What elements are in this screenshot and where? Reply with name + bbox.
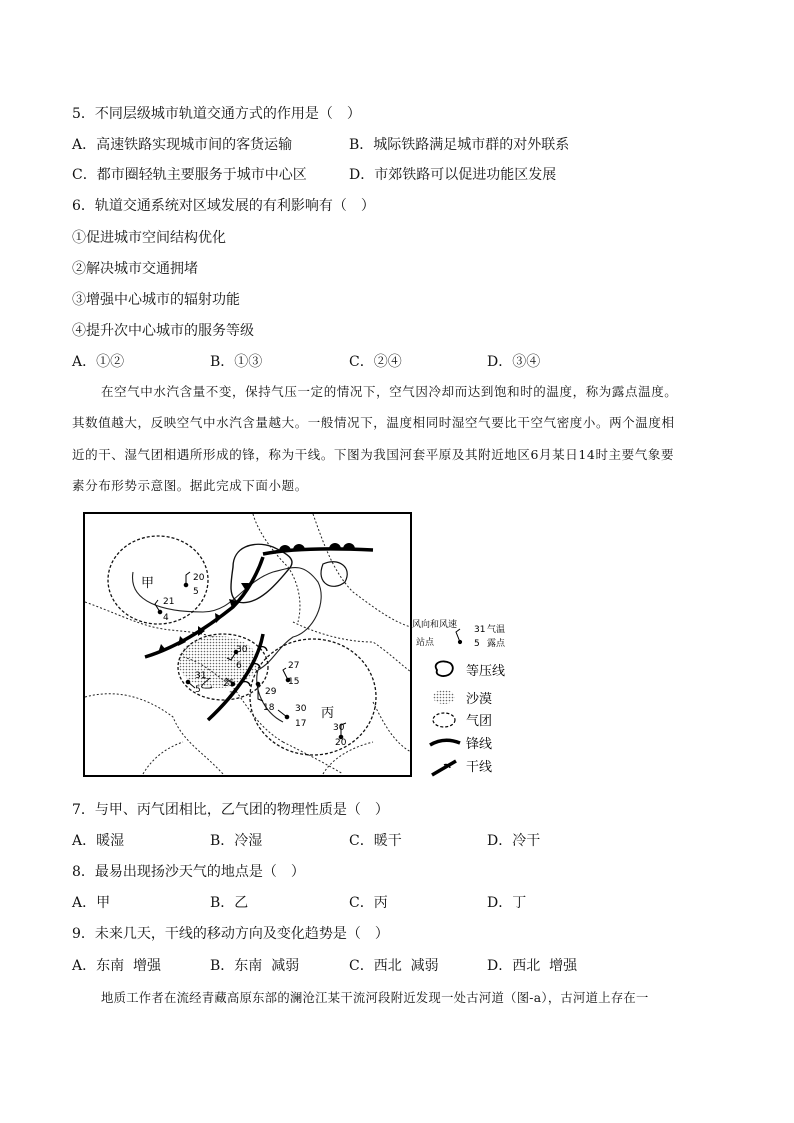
- legend-station: 站点: [416, 638, 435, 648]
- q6-statement-1: ①促进城市空间结构优化: [72, 230, 226, 246]
- east-dew-2: 17: [295, 719, 307, 729]
- q9-option-c: C．西北 减弱: [349, 958, 439, 974]
- yi-temp-3: 25: [223, 679, 235, 689]
- yi-dew-1: 6: [236, 661, 242, 671]
- q8-stem: 8．最易出现扬沙天气的地点是（ ）: [72, 864, 305, 880]
- jia2-dew: 4: [163, 613, 169, 623]
- q7-option-a: A．暖湿: [72, 833, 125, 849]
- legend-desert: 沙漠: [466, 692, 493, 707]
- label-yi: 乙: [200, 677, 214, 692]
- q6-statement-2: ②解决城市交通拥堵: [72, 261, 198, 277]
- q9-option-b: B．东南 减弱: [210, 958, 300, 974]
- q6-stem: 6．轨道交通系统对区域发展的有利影响有（ ）: [72, 198, 375, 214]
- passage1-line4: 素分布形势示意图。据此完成下面小题。: [72, 478, 308, 493]
- east-temp-1: 27: [288, 661, 300, 671]
- q8-option-a: A．甲: [72, 895, 111, 911]
- q8-option-c: C．丙: [349, 895, 388, 911]
- legend-dryline: 干线: [466, 760, 493, 775]
- q6-statement-3: ③增强中心城市的辐射功能: [72, 292, 240, 308]
- legend-front: 锋线: [466, 737, 493, 752]
- legend-front-symbol: [430, 740, 460, 745]
- legend-dew: 露点: [487, 639, 506, 649]
- q9-option-a: A．东南 增强: [72, 958, 162, 974]
- q5-stem: 5．不同层级城市轨道交通方式的作用是（ ）: [72, 106, 361, 122]
- weather-map: [83, 512, 413, 778]
- bing-temp: 30: [333, 723, 345, 733]
- legend-dryline-symbol: [432, 761, 456, 775]
- legend-temp: 气温: [487, 625, 506, 635]
- q7-option-d: D．冷干: [487, 833, 541, 849]
- passage2-line1: 地质工作者在流经青藏高原东部的澜沧江某干流河段附近发现一处古河道（图-a），古河道上存在一: [101, 991, 649, 1005]
- bing-dew: 20: [335, 738, 347, 748]
- q5-option-c: C．都市圈轻轨主要服务于城市中心区: [72, 167, 307, 183]
- passage1-line2: 其数值越大，反映空气中水汽含量越大。一般情况下，温度相同时湿空气要比干空气密度小。两个温度相: [72, 415, 675, 430]
- legend-airmass: 气团: [466, 714, 493, 729]
- jia-temp: 20: [193, 573, 205, 583]
- yi-dew-2: 5: [195, 685, 201, 695]
- q6-option-d: D．③④: [487, 354, 541, 370]
- legend-isobar-symbol: [436, 661, 453, 676]
- q6-statement-4: ④提升次中心城市的服务等级: [72, 323, 254, 339]
- jia-dew: 5: [193, 587, 199, 597]
- q6-option-a: A．①②: [72, 354, 125, 370]
- label-bing: 丙: [321, 706, 335, 721]
- map-legend: [412, 615, 532, 785]
- q9-stem: 9．未来几天，干线的移动方向及变化趋势是（ ）: [72, 926, 389, 942]
- label-jia: 甲: [141, 576, 155, 591]
- passage1-line3: 近的干、湿气团相遇所形成的锋，称为干线。下图为我国河套平原及其附近地区6月某日14时主要气象要: [72, 447, 675, 462]
- legend-airmass-symbol: [433, 713, 455, 727]
- q6-option-c: C．②④: [349, 354, 402, 370]
- q7-stem: 7．与甲、丙气团相比，乙气团的物理性质是（ ）: [72, 802, 389, 818]
- q5-option-b: B．城际铁路满足城市群的对外联系: [349, 137, 570, 153]
- q8-option-d: D．丁: [487, 895, 527, 911]
- q5-option-d: D．市郊铁路可以促进功能区发展: [349, 167, 557, 183]
- q9-option-d: D．西北 增强: [487, 958, 578, 974]
- yi-temp-1: 30: [236, 645, 248, 655]
- mid-temp: 29: [265, 687, 277, 697]
- yi-temp-2: 31: [195, 671, 207, 681]
- legend-station-title: 风向和风速: [412, 620, 458, 630]
- legend-station-symbol: [456, 629, 462, 644]
- q5-option-a: A．高速铁路实现城市间的客货运输: [72, 137, 293, 153]
- q8-option-b: B．乙: [210, 895, 249, 911]
- jia2-temp: 21: [163, 597, 175, 607]
- q7-option-c: C．暖干: [349, 833, 402, 849]
- passage1-line1: 在空气中水汽含量不变，保持气压一定的情况下，空气因冷却而达到饱和时的温度，称为露点温度。: [101, 384, 678, 399]
- desert-area: [178, 636, 258, 688]
- q7-option-b: B．冷湿: [210, 833, 263, 849]
- east-temp-2: 30: [295, 704, 307, 714]
- legend-dew-value: 5: [474, 639, 480, 649]
- mid-dew: 18: [263, 703, 275, 713]
- legend-temp-value: 31: [474, 625, 486, 635]
- legend-isobar: 等压线: [466, 664, 506, 679]
- q6-option-b: B．①③: [210, 354, 263, 370]
- legend-desert-symbol: [433, 690, 455, 704]
- yi-dew-3: 7: [229, 691, 235, 701]
- east-dew-1: 15: [288, 677, 300, 687]
